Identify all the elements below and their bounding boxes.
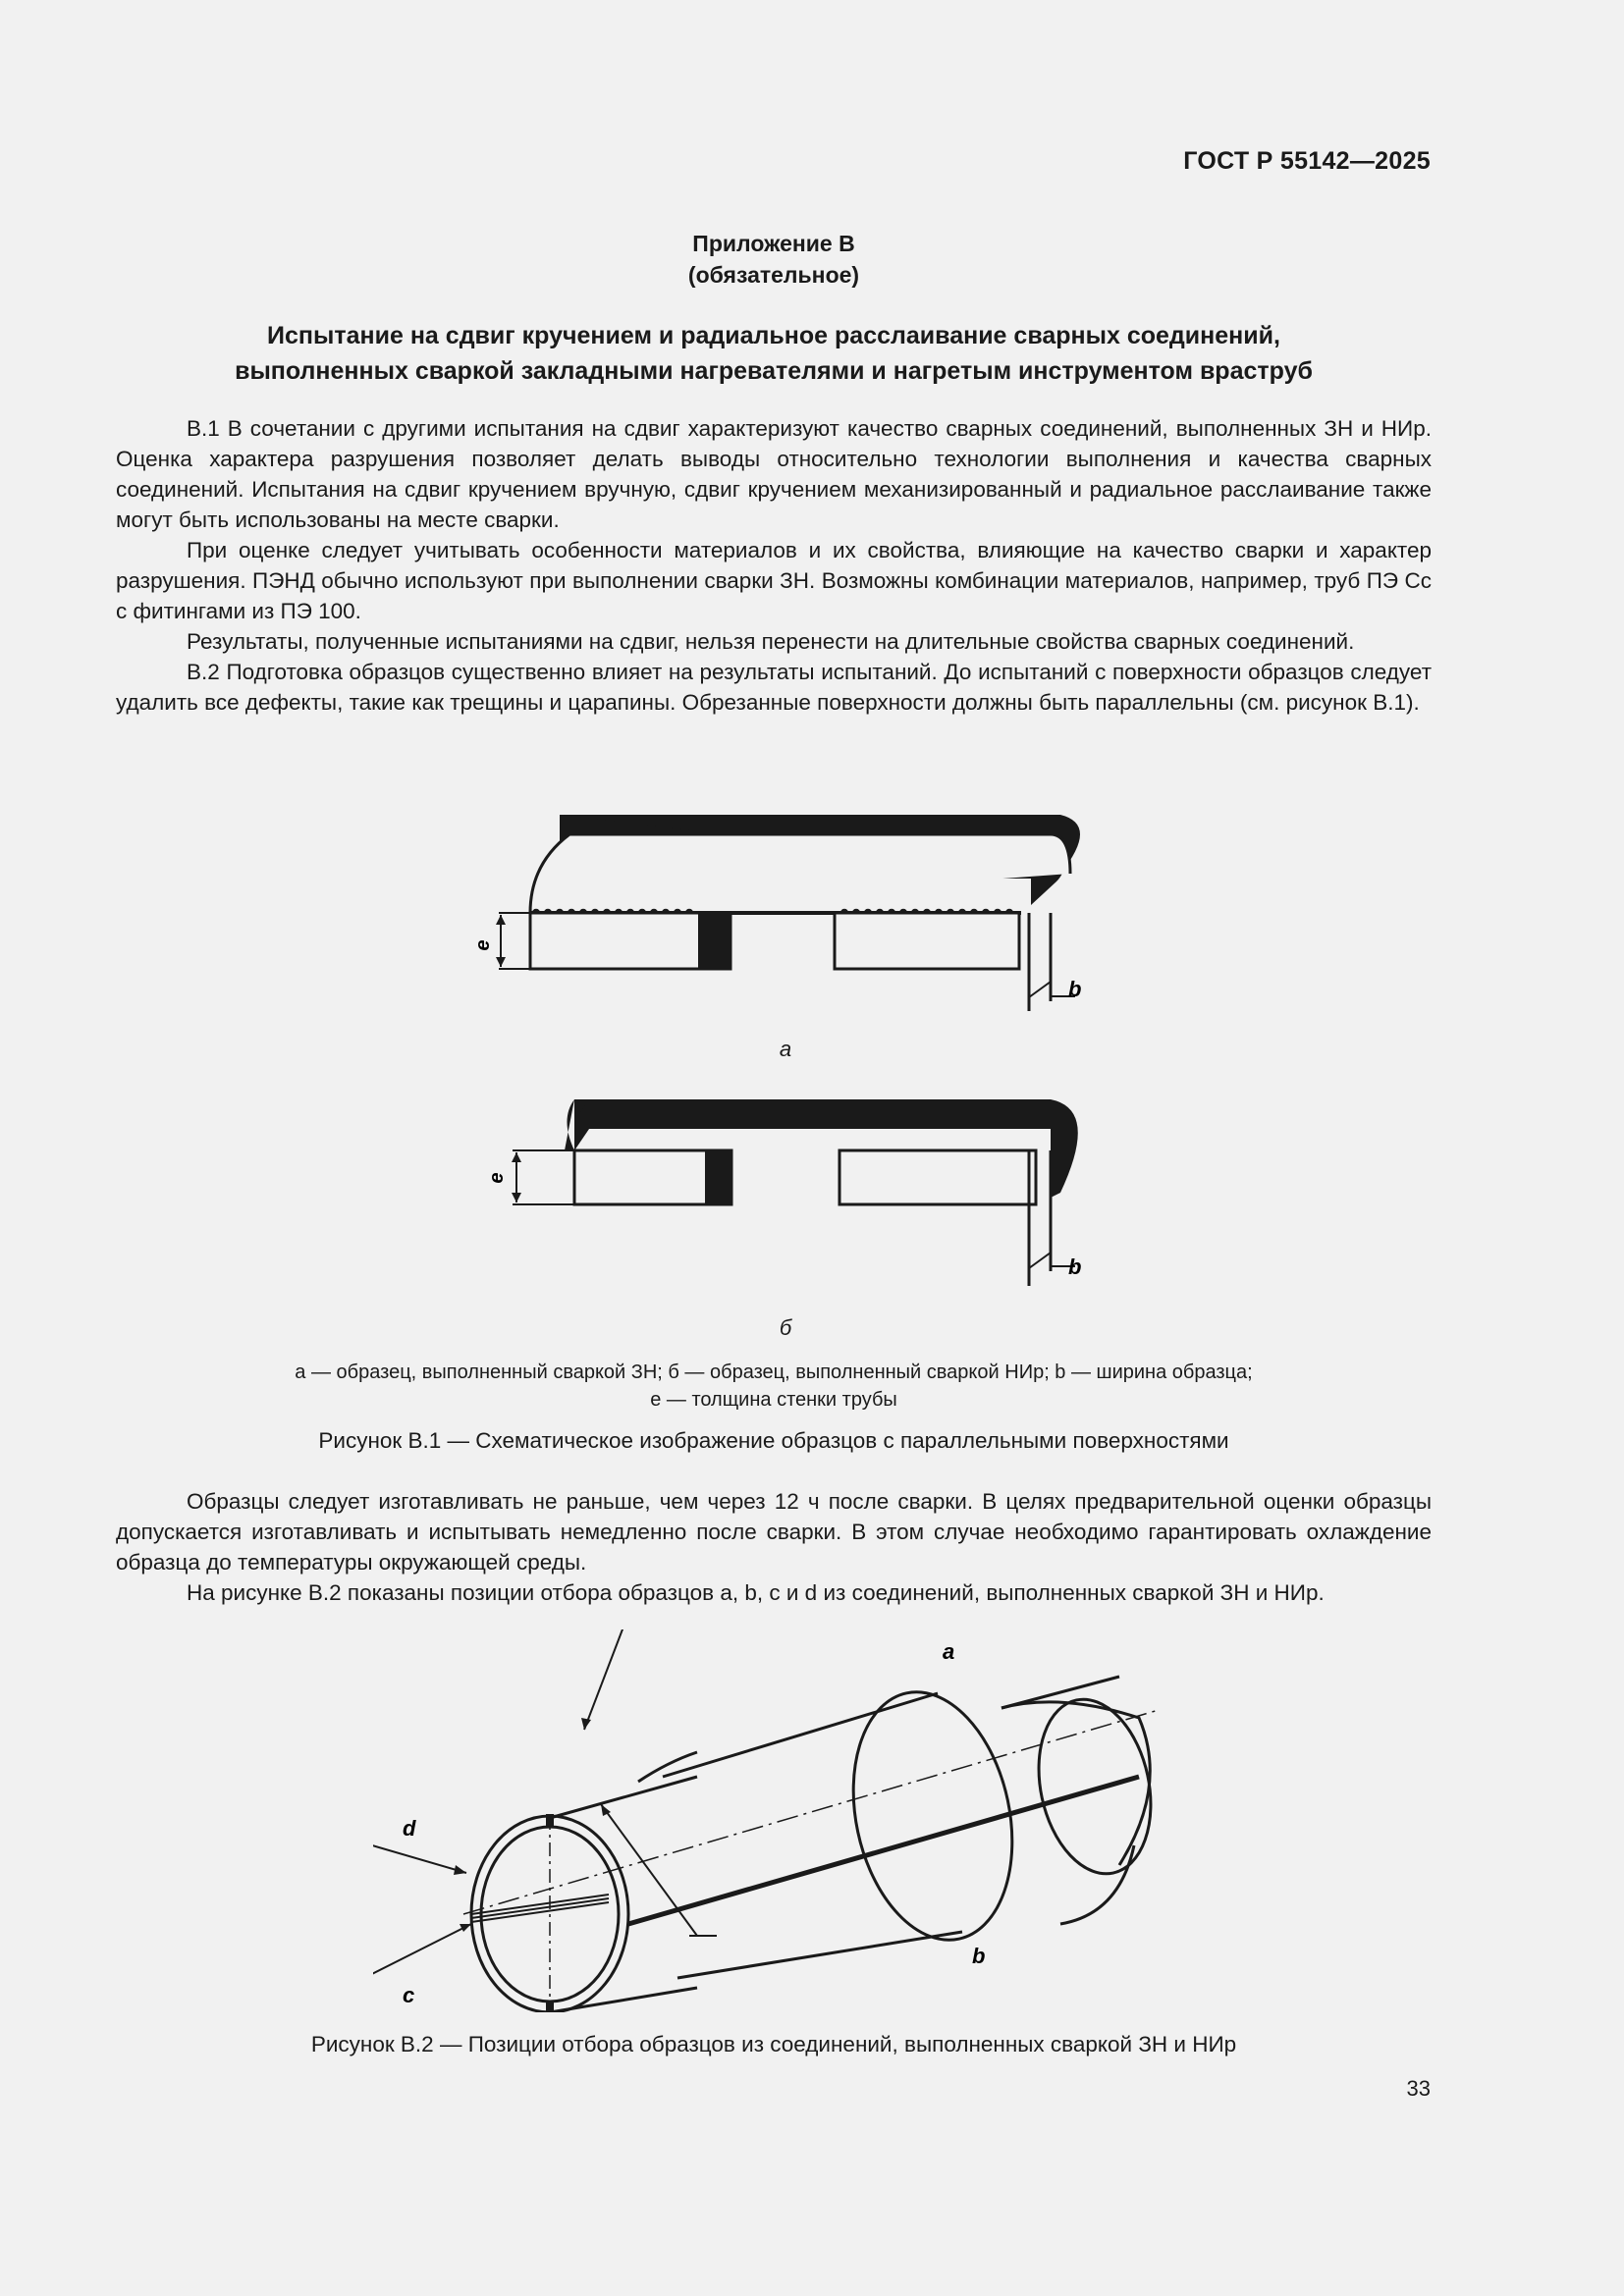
page-number: 33	[1406, 2076, 1431, 2101]
paragraph: В.2 Подготовка образцов существенно влияет на результаты испытаний. До испытаний с поверхности образцов следует удалить все дефекты, такие как трещины и царапины. Обрезанные поверхности должны быть параллельны (см. рисунок В.1).	[116, 660, 1432, 715]
figure-b1-label-a: а	[779, 1037, 792, 1061]
dimension-e-label: е	[472, 939, 494, 951]
paragraph: В.1 В сочетании с другими испытания на сдвиг характеризуют качество сварных соединений, выполненных ЗН и НИр. Оценка характера разрушения позволяет делать выводы относительно технологии выполнения и качества сварных соединений. Испытания на сдвиг кручением вручную, сдвиг кручением механизированный и радиальное расслаивание также могут быть использованы на месте сварки.	[116, 416, 1432, 532]
paragraph: На рисунке В.2 показаны позиции отбора образцов а, b, c и d из соединений, выполненных сваркой ЗН и НИр.	[187, 1580, 1325, 1605]
label-a: a	[943, 1639, 955, 1664]
figure-b1-caption: Рисунок В.1 — Схематическое изображение образцов с параллельными поверхностями	[318, 1428, 1229, 1453]
paragraph: Результаты, полученные испытаниями на сдвиг, нельзя перенести на длительные свойства сварных соединений.	[187, 629, 1355, 654]
figure-b1-sample-a	[461, 815, 1110, 1021]
section-title	[116, 318, 1432, 389]
section-title-line1: Испытание на сдвиг кручением и радиальное расслаивание сварных соединений,	[267, 322, 1280, 349]
figure-b1-legend	[116, 1359, 1432, 1414]
body-text-mid	[116, 1486, 1432, 1608]
paragraph: Образцы следует изготавливать не раньше, чем через 12 ч после сварки. В целях предварительной оценки образцы допускается изготавливать и испытывать немедленно после сварки. В этом случае необходимо гарантировать охлаждение образца до температуры окружающей среды.	[116, 1489, 1432, 1575]
label-c: c	[403, 1983, 415, 2007]
appendix-status: (обязательное)	[687, 262, 860, 288]
legend-line2: е — толщина стенки трубы	[650, 1389, 897, 1411]
figure-b2-pipe-joint	[373, 1629, 1188, 2012]
figure-b2-caption: Рисунок В.2 — Позиции отбора образцов из соединений, выполненных сваркой ЗН и НИр	[310, 2032, 1237, 2056]
dimension-e-label: е	[486, 1172, 508, 1184]
dimension-b-label: b	[1068, 977, 1082, 1001]
label-d: d	[403, 1816, 416, 1841]
figure-b1-sample-b	[461, 1099, 1110, 1296]
section-title-line2: выполненных сваркой закладными нагревателями и нагретым инструментом враструб	[235, 357, 1313, 385]
legend-line1: а — образец, выполненный сваркой ЗН; б — образец, выполненный сваркой НИр; b — ширина образца;	[295, 1362, 1253, 1383]
label-b: b	[972, 1944, 986, 1968]
figure-b1-label-b: б	[779, 1315, 792, 1340]
appendix-title: Приложение В	[692, 231, 855, 256]
dimension-b-label: b	[1068, 1255, 1082, 1279]
document-code: ГОСТ Р 55142—2025	[1183, 147, 1431, 175]
body-text-top	[116, 413, 1432, 718]
paragraph: При оценке следует учитывать особенности материалов и их свойства, влияющие на качество сварки и характер разрушения. ПЭНД обычно используют при выполнении сварки ЗН. Возможны комбинации материалов, например, труб ПЭ Сс с фитингами из ПЭ 100.	[116, 538, 1432, 623]
appendix-heading	[116, 228, 1432, 291]
